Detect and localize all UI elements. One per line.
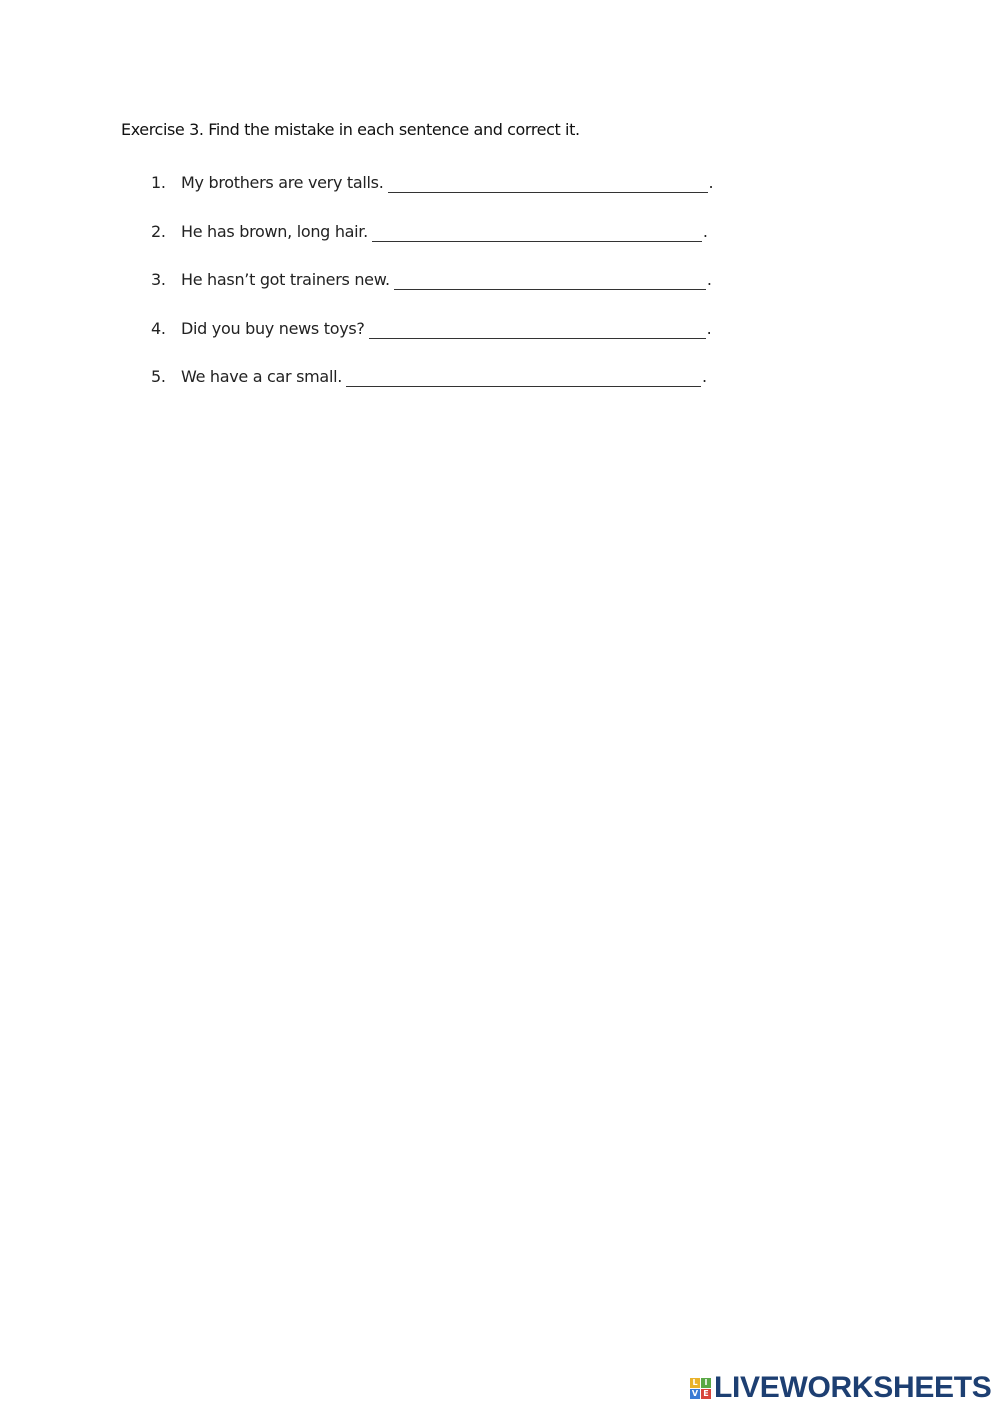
exercise-item	[151, 319, 713, 368]
answer-blank[interactable]	[394, 270, 712, 289]
answer-period: .	[706, 270, 712, 289]
answer-line[interactable]	[388, 178, 708, 193]
answer-period: .	[708, 173, 714, 192]
logo-letter-l: L	[690, 1378, 700, 1388]
liveworksheets-logo	[690, 1373, 992, 1403]
answer-line[interactable]	[372, 227, 702, 242]
item-sentence: He has brown, long hair.	[181, 221, 368, 241]
item-number: 2.	[151, 221, 166, 241]
exercise-item-list	[151, 173, 713, 416]
answer-period: .	[702, 367, 707, 386]
item-sentence: My brothers are very talls.	[181, 173, 384, 192]
exercise-title: Exercise 3. Find the mistake in each sentence and correct it.	[121, 120, 580, 139]
item-number: 5.	[151, 367, 166, 386]
answer-blank[interactable]	[346, 367, 707, 386]
item-number: 3.	[151, 270, 166, 289]
exercise-item	[151, 270, 713, 319]
answer-blank[interactable]	[388, 173, 714, 192]
logo-letter-e: E	[701, 1389, 711, 1399]
answer-blank[interactable]	[372, 222, 708, 241]
answer-period: .	[702, 221, 708, 241]
item-sentence: We have a car small.	[181, 367, 343, 386]
exercise-item	[151, 222, 713, 271]
exercise-item	[151, 173, 713, 222]
item-number: 1.	[151, 173, 166, 192]
answer-line[interactable]	[369, 324, 706, 339]
answer-line[interactable]	[394, 275, 706, 290]
logo-letter-i: I	[701, 1378, 711, 1388]
logo-wordmark: LIVEWORKSHEETS	[714, 1371, 992, 1404]
logo-mark-icon	[690, 1378, 711, 1399]
item-number: 4.	[151, 318, 166, 338]
item-sentence: He hasn’t got trainers new.	[181, 270, 390, 289]
exercise-item	[151, 367, 713, 416]
answer-period: .	[706, 318, 712, 338]
answer-line[interactable]	[346, 372, 701, 387]
answer-blank[interactable]	[369, 319, 712, 338]
item-sentence: Did you buy news toys?	[181, 318, 365, 338]
logo-letter-v: V	[691, 1388, 699, 1398]
